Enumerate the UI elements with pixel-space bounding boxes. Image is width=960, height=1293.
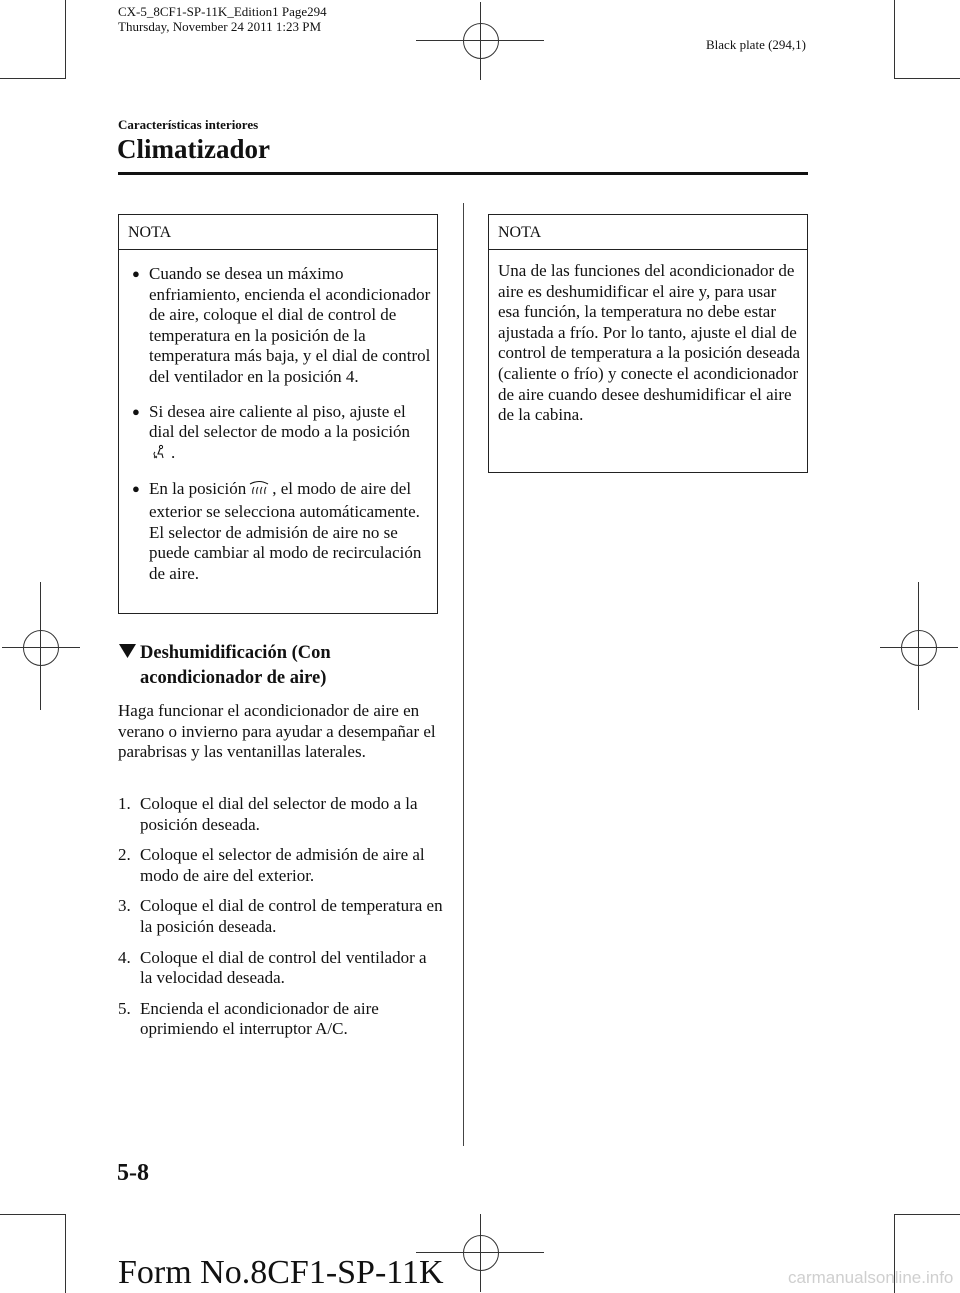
step-item: 2. Coloque el selector de admisión de aire al modo de aire del exterior. <box>118 845 425 885</box>
dehumid-heading <box>118 641 448 691</box>
print-file-line: CX-5_8CF1-SP-11K_Edition1 Page294 <box>118 4 327 19</box>
floor-mode-icon <box>152 444 168 466</box>
bullet-symbol: ● <box>132 403 140 419</box>
note-box-left <box>118 214 438 614</box>
defroster-mode-icon <box>249 480 269 502</box>
subsection-title: Deshumidificación (Con acondicionador de aire) <box>140 643 331 688</box>
step-item: 3. Coloque el dial de control de temperatura en la posición deseada. <box>118 896 443 936</box>
note-text: Una de las funciones del acondicionador de aire es deshumidificar el aire y, para usar esa función, la temperatura no debe estar ajustada a frío. Por lo tanto, ajuste el dial de control de temperatura a la posición deseada (caliente o frío) y conecte el acondicionador de aire cuando desee deshumidificar el aire de la cabina. <box>498 261 801 425</box>
triangle-marker-icon <box>118 642 137 667</box>
bullet-symbol: ● <box>132 266 140 281</box>
note-box-right <box>488 214 808 473</box>
section-label: Características interiores <box>118 117 259 132</box>
step-item: 5. Encienda el acondicionador de aire oprimiendo el interruptor A/C. <box>118 998 379 1039</box>
step-item: 4. Coloque el dial de control del ventilador a la velocidad deseada. <box>118 947 427 988</box>
dehumid-intro: Haga funcionar el acondicionador de aire en verano o invierno para ayudar a desempañar el parabrisas y las ventanillas laterales. <box>118 701 436 762</box>
note-bullet: ● En la posición , el modo de aire del exterior se selecciona automáticamente. El selector de admisión de aire no se puede cambiar al modo de recirculación de aire. <box>132 479 422 583</box>
page-title: Climatizador <box>117 134 270 164</box>
watermark: carmanualsonline.info <box>788 1268 954 1287</box>
title-rule <box>118 172 808 175</box>
plate-label: Black plate (294,1) <box>706 37 806 52</box>
form-number: Form No.8CF1-SP-11K <box>118 1254 444 1291</box>
note-bullet: ● Si desea aire caliente al piso, ajuste el dial del selector de modo a la posición. <box>128 402 431 466</box>
column-divider <box>463 203 464 1146</box>
step-item: 1. Coloque el dial del selector de modo a la posición deseada. <box>118 794 418 834</box>
steps-list <box>118 794 443 1050</box>
note-heading: NOTA <box>119 215 437 250</box>
page-number: 5-8 <box>117 1160 149 1186</box>
note-heading: NOTA <box>489 215 807 250</box>
note-bullet: ● Cuando se desea un máximo enfriamiento, encienda el acondicionador de aire, coloque el dial de control de temperatura en la posición de la temperatura más baja, y el dial de control del ventilador en la posición 4. <box>132 264 431 386</box>
print-date-line: Thursday, November 24 2011 1:23 PM <box>118 19 322 34</box>
bullet-symbol: ● <box>132 481 140 497</box>
